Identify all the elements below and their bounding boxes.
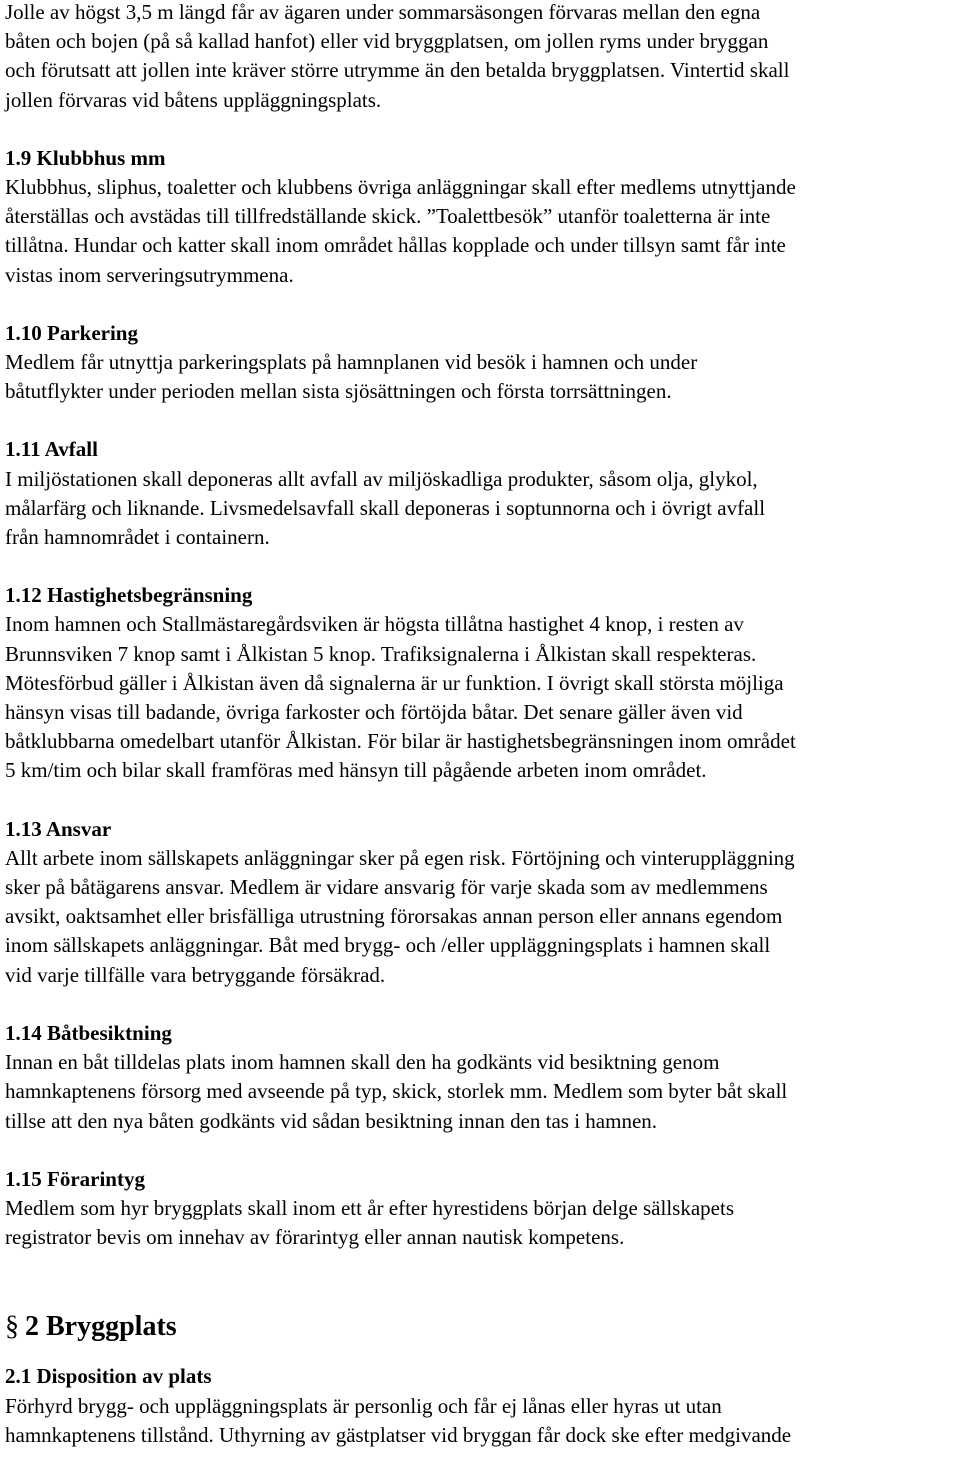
text-line: målarfärg och liknande. Livsmedelsavfall skall deponeras i soptunnorna och i övrigt avfall xyxy=(5,495,766,520)
text-line: Jolle av högst 3,5 m längd får av ägaren under sommarsäsongen förvaras mellan den egna xyxy=(5,0,761,24)
text-line: båtutflykter under perioden mellan sista sjösättningen och första torrsättningen. xyxy=(5,379,672,404)
section-heading: 1.12 Hastighetsbegränsning xyxy=(5,583,253,608)
section-heading: 1.13 Ansvar xyxy=(5,816,112,841)
section-heading: 1.14 Båtbesiktning xyxy=(5,1020,172,1045)
text-line: I miljöstationen skall deponeras allt avfall av miljöskadliga produkter, såsom olja, glykol, xyxy=(5,466,758,491)
text-line: Förhyrd brygg- och uppläggningsplats är personlig och får ej lånas eller hyras ut utan xyxy=(5,1393,722,1418)
chapter-title: 2 Bryggplats xyxy=(25,1311,177,1343)
text-line: vistas inom serveringsutrymmena. xyxy=(5,262,294,287)
text-line: tillåtna. Hundar och katter skall inom området hållas kopplade och under tillsyn samt får inte xyxy=(5,233,786,258)
text-line: Inom hamnen och Stallmästaregårdsviken är högsta tillåtna hastighet 4 knop, i resten av xyxy=(5,612,744,637)
text-line: hänsyn visas till badande, övriga farkoster och förtöjda båtar. Det senare gäller även vid xyxy=(5,700,743,725)
text-line: Mötesförbud gäller i Ålkistan även då signalerna är ur funktion. I övrigt skall största möjliga xyxy=(5,670,784,695)
section-1-14 xyxy=(5,1019,957,1136)
text-line: båten och bojen (på så kallad hanfot) eller vid bryggplatsen, om jollen ryms under bryggan xyxy=(5,29,769,54)
text-line: Brunnsviken 7 knop samt i Ålkistan 5 knop. Trafiksignalerna i Ålkistan skall respekteras. xyxy=(5,641,757,666)
section-2-1 xyxy=(5,1362,957,1450)
section-1-12 xyxy=(5,581,957,785)
text-line: återställas och avstädas till tillfredställande skick. ”Toalettbesök” utanför toaletterna är inte xyxy=(5,204,771,229)
text-line: hamnkaptenens tillstånd. Uthyrning av gästplatser vid bryggan får dock ske efter medgivande xyxy=(5,1422,792,1447)
document-page xyxy=(5,0,957,1450)
section-1-13 xyxy=(5,815,957,990)
intro-paragraph xyxy=(5,0,957,115)
text-line: jollen förvaras vid båtens uppläggningsplats. xyxy=(5,87,382,112)
section-1-15 xyxy=(5,1165,957,1253)
text-line: inom sällskapets anläggningar. Båt med brygg- och /eller uppläggningsplats i hamnen skall xyxy=(5,933,771,958)
section-sign: § xyxy=(5,1311,19,1343)
section-heading: 1.15 Förarintyg xyxy=(5,1166,145,1191)
text-line: och förutsatt att jollen inte kräver större utrymme än den betalda bryggplatsen. Vintertid skall xyxy=(5,58,790,83)
text-line: tillse att den nya båten godkänts vid sådan besiktning innan den tas i hamnen. xyxy=(5,1108,658,1133)
text-line: avsikt, oaktsamhet eller brisfälliga utrustning förorsakas annan person eller annans egendom xyxy=(5,904,783,929)
text-line: registrator bevis om innehav av förarintyg eller annan nautisk kompetens. xyxy=(5,1225,625,1250)
section-heading: 1.9 Klubbhus mm xyxy=(5,145,166,170)
section-1-11 xyxy=(5,435,957,552)
text-line: Medlem får utnyttja parkeringsplats på hamnplanen vid besök i hamnen och under xyxy=(5,350,698,375)
text-line: båtklubbarna omedelbart utanför Ålkistan. För bilar är hastighetsbegränsningen inom området xyxy=(5,729,796,754)
section-1-9 xyxy=(5,144,957,290)
text-line: Klubbhus, sliphus, toaletter och klubbens övriga anläggningar skall efter medlems utnyttjande xyxy=(5,175,796,200)
text-line: vid varje tillfälle vara betryggande försäkrad. xyxy=(5,962,386,987)
section-heading: 1.11 Avfall xyxy=(5,437,98,462)
text-line: hamnkaptenens försorg med avseende på typ, skick, storlek mm. Medlem som byter båt skall xyxy=(5,1079,788,1104)
text-line: Allt arbete inom sällskapets anläggningar sker på egen risk. Förtöjning och vinteruppläggning xyxy=(5,845,795,870)
text-line: 5 km/tim och bilar skall framföras med hänsyn till pågående arbeten inom området. xyxy=(5,758,707,783)
section-heading: 1.10 Parkering xyxy=(5,320,138,345)
section-heading: 2.1 Disposition av plats xyxy=(5,1364,212,1389)
section-1-10 xyxy=(5,319,957,407)
text-line: Innan en båt tilldelas plats inom hamnen skall den ha godkänts vid besiktning genom xyxy=(5,1050,720,1075)
text-line: sker på båtägarens ansvar. Medlem är vidare ansvarig för varje skada som av medlemmens xyxy=(5,875,768,900)
text-line: Medlem som hyr bryggplats skall inom ett år efter hyrestidens början delge sällskapets xyxy=(5,1195,734,1220)
chapter-heading xyxy=(5,1310,957,1344)
text-line: från hamnområdet i containern. xyxy=(5,525,270,550)
